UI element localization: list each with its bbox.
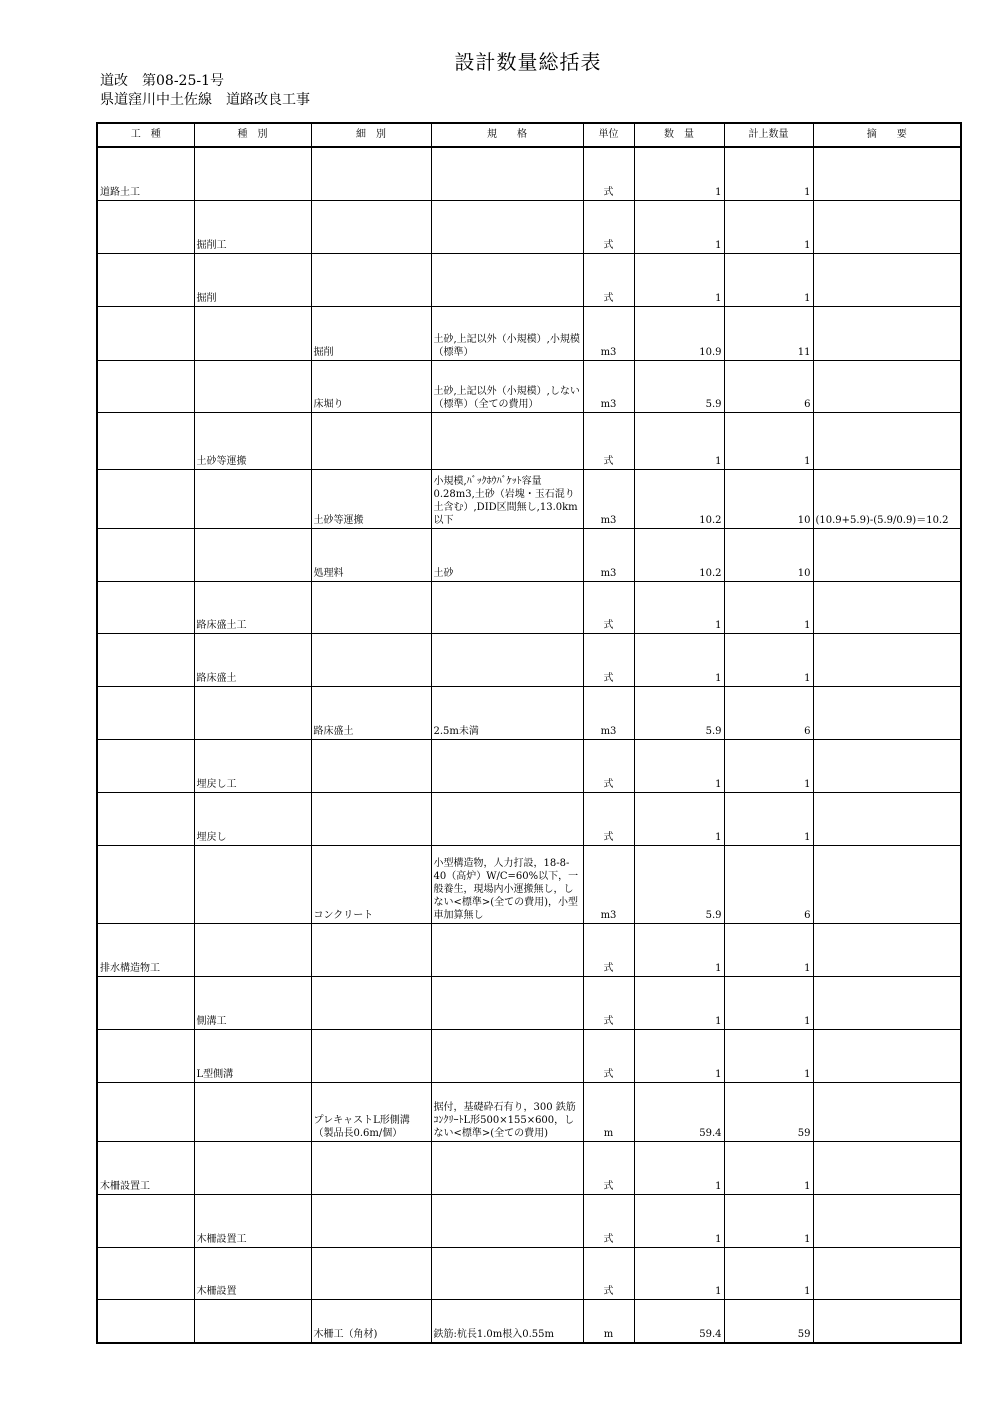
saibetsu-cell — [311, 200, 431, 253]
table-row — [97, 469, 961, 528]
remarks-cell — [813, 1194, 961, 1247]
saibetsu-cell: 木柵工（角材) — [311, 1299, 431, 1343]
koshu-cell — [97, 792, 194, 845]
booked-quantity-cell: 1 — [724, 200, 813, 253]
quantity-cell: 1 — [634, 581, 724, 633]
shubetsu-cell: 路床盛土 — [194, 633, 311, 686]
shubetsu-cell: 木柵設置 — [194, 1247, 311, 1299]
unit-cell: m3 — [583, 360, 634, 412]
document-number: 道改 第08-25-1号 — [100, 73, 224, 89]
header-saibetsu: 細 別 — [311, 123, 431, 147]
koshu-cell — [97, 633, 194, 686]
quantity-cell: 1 — [634, 923, 724, 976]
shubetsu-cell: 掘削工 — [194, 200, 311, 253]
kikaku-cell — [431, 147, 583, 200]
koshu-cell — [97, 845, 194, 923]
koshu-cell: 道路土工 — [97, 147, 194, 200]
saibetsu-cell — [311, 923, 431, 976]
remarks-cell — [813, 633, 961, 686]
shubetsu-cell: L型側溝 — [194, 1029, 311, 1082]
header-koshu: 工 種 — [97, 123, 194, 147]
kikaku-cell — [431, 253, 583, 306]
table-row — [97, 306, 961, 360]
unit-cell: 式 — [583, 1194, 634, 1247]
koshu-cell — [97, 1299, 194, 1343]
saibetsu-cell — [311, 412, 431, 469]
shubetsu-cell — [194, 686, 311, 739]
page-title: 設計数量総括表 — [454, 50, 602, 74]
table-row — [97, 412, 961, 469]
quantity-cell: 1 — [634, 147, 724, 200]
koshu-cell — [97, 1029, 194, 1082]
unit-cell: 式 — [583, 739, 634, 792]
kikaku-cell — [431, 1141, 583, 1194]
booked-quantity-cell: 1 — [724, 792, 813, 845]
header-quantity: 数 量 — [634, 123, 724, 147]
kikaku-cell — [431, 412, 583, 469]
shubetsu-cell — [194, 1082, 311, 1141]
remarks-cell — [813, 792, 961, 845]
saibetsu-cell — [311, 1141, 431, 1194]
remarks-cell — [813, 147, 961, 200]
booked-quantity-cell: 10 — [724, 469, 813, 528]
kikaku-cell — [431, 976, 583, 1029]
kikaku-cell — [431, 1029, 583, 1082]
koshu-cell — [97, 253, 194, 306]
remarks-cell — [813, 412, 961, 469]
quantity-cell: 1 — [634, 739, 724, 792]
unit-cell: m3 — [583, 469, 634, 528]
header-row — [97, 123, 961, 147]
booked-quantity-cell: 1 — [724, 1194, 813, 1247]
unit-cell: 式 — [583, 1247, 634, 1299]
kikaku-cell: 土砂,上記以外（小規模）,小規模（標準） — [431, 306, 583, 360]
booked-quantity-cell: 1 — [724, 633, 813, 686]
booked-quantity-cell: 6 — [724, 845, 813, 923]
booked-quantity-cell: 1 — [724, 412, 813, 469]
unit-cell: 式 — [583, 923, 634, 976]
shubetsu-cell — [194, 469, 311, 528]
shubetsu-cell — [194, 1141, 311, 1194]
table-row — [97, 1141, 961, 1194]
remarks-cell — [813, 686, 961, 739]
saibetsu-cell: 床堀り — [311, 360, 431, 412]
koshu-cell — [97, 581, 194, 633]
table-row — [97, 686, 961, 739]
remarks-cell — [813, 976, 961, 1029]
quantity-cell: 1 — [634, 1247, 724, 1299]
kikaku-cell — [431, 1194, 583, 1247]
table-row — [97, 792, 961, 845]
unit-cell: 式 — [583, 147, 634, 200]
quantity-cell: 5.9 — [634, 686, 724, 739]
quantity-cell: 10.9 — [634, 306, 724, 360]
booked-quantity-cell: 1 — [724, 739, 813, 792]
quantity-cell: 1 — [634, 412, 724, 469]
remarks-cell — [813, 1299, 961, 1343]
header-booked-quantity: 計上数量 — [724, 123, 813, 147]
saibetsu-cell: コンクリート — [311, 845, 431, 923]
table-row — [97, 1247, 961, 1299]
table-row — [97, 1194, 961, 1247]
unit-cell: m3 — [583, 528, 634, 581]
koshu-cell: 排水構造物工 — [97, 923, 194, 976]
table-row — [97, 147, 961, 200]
booked-quantity-cell: 11 — [724, 306, 813, 360]
table-row — [97, 200, 961, 253]
shubetsu-cell — [194, 360, 311, 412]
koshu-cell — [97, 1194, 194, 1247]
quantity-cell: 1 — [634, 633, 724, 686]
quantity-cell: 1 — [634, 1141, 724, 1194]
unit-cell: m3 — [583, 845, 634, 923]
kikaku-cell — [431, 200, 583, 253]
kikaku-cell — [431, 1247, 583, 1299]
saibetsu-cell — [311, 1194, 431, 1247]
kikaku-cell: 土砂 — [431, 528, 583, 581]
shubetsu-cell: 埋戻し工 — [194, 739, 311, 792]
remarks-cell — [813, 581, 961, 633]
table-row — [97, 1299, 961, 1343]
unit-cell: m — [583, 1082, 634, 1141]
booked-quantity-cell: 1 — [724, 147, 813, 200]
booked-quantity-cell: 1 — [724, 1247, 813, 1299]
shubetsu-cell: 土砂等運搬 — [194, 412, 311, 469]
shubetsu-cell — [194, 306, 311, 360]
saibetsu-cell — [311, 253, 431, 306]
saibetsu-cell: 路床盛土 — [311, 686, 431, 739]
remarks-cell — [813, 1029, 961, 1082]
table-row — [97, 581, 961, 633]
saibetsu-cell — [311, 581, 431, 633]
saibetsu-cell — [311, 792, 431, 845]
koshu-cell — [97, 306, 194, 360]
saibetsu-cell — [311, 976, 431, 1029]
kikaku-cell — [431, 633, 583, 686]
remarks-cell — [813, 1247, 961, 1299]
remarks-cell: (10.9+5.9)-(5.9/0.9)＝10.2 — [813, 469, 961, 528]
table-row — [97, 739, 961, 792]
booked-quantity-cell: 6 — [724, 686, 813, 739]
koshu-cell — [97, 1082, 194, 1141]
quantity-cell: 5.9 — [634, 360, 724, 412]
quantity-summary-table — [96, 122, 962, 1344]
remarks-cell — [813, 1082, 961, 1141]
saibetsu-cell — [311, 1247, 431, 1299]
shubetsu-cell — [194, 923, 311, 976]
quantity-cell: 1 — [634, 253, 724, 306]
shubetsu-cell: 埋戻し — [194, 792, 311, 845]
shubetsu-cell: 木柵設置工 — [194, 1194, 311, 1247]
booked-quantity-cell: 1 — [724, 976, 813, 1029]
table-row — [97, 1029, 961, 1082]
kikaku-cell — [431, 739, 583, 792]
shubetsu-cell — [194, 147, 311, 200]
koshu-cell — [97, 528, 194, 581]
saibetsu-cell — [311, 739, 431, 792]
saibetsu-cell: 土砂等運搬 — [311, 469, 431, 528]
booked-quantity-cell: 1 — [724, 581, 813, 633]
koshu-cell — [97, 360, 194, 412]
booked-quantity-cell: 1 — [724, 1141, 813, 1194]
remarks-cell — [813, 845, 961, 923]
quantity-cell: 59.4 — [634, 1299, 724, 1343]
header-remarks: 摘 要 — [813, 123, 961, 147]
quantity-cell: 1 — [634, 792, 724, 845]
unit-cell: 式 — [583, 200, 634, 253]
table-row — [97, 528, 961, 581]
header-shubetsu: 種 別 — [194, 123, 311, 147]
kikaku-cell — [431, 792, 583, 845]
saibetsu-cell — [311, 1029, 431, 1082]
booked-quantity-cell: 1 — [724, 1029, 813, 1082]
shubetsu-cell — [194, 1299, 311, 1343]
table-row — [97, 923, 961, 976]
table-row — [97, 1082, 961, 1141]
remarks-cell — [813, 1141, 961, 1194]
remarks-cell — [813, 739, 961, 792]
header-kikaku: 規 格 — [431, 123, 583, 147]
kikaku-cell: 据付，基礎砕石有り，300 鉄筋ｺﾝｸﾘｰﾄL形500×155×600，しない<標準>(全ての費用) — [431, 1082, 583, 1141]
table-row — [97, 845, 961, 923]
koshu-cell: 木柵設置工 — [97, 1141, 194, 1194]
unit-cell: 式 — [583, 412, 634, 469]
shubetsu-cell: 掘削 — [194, 253, 311, 306]
remarks-cell — [813, 253, 961, 306]
kikaku-cell — [431, 923, 583, 976]
quantity-cell: 10.2 — [634, 469, 724, 528]
booked-quantity-cell: 6 — [724, 360, 813, 412]
quantity-cell: 10.2 — [634, 528, 724, 581]
koshu-cell — [97, 412, 194, 469]
shubetsu-cell: 側溝工 — [194, 976, 311, 1029]
unit-cell: m3 — [583, 686, 634, 739]
unit-cell: 式 — [583, 633, 634, 686]
table-row — [97, 633, 961, 686]
project-name: 県道窪川中土佐線 道路改良工事 — [100, 92, 310, 108]
koshu-cell — [97, 976, 194, 1029]
remarks-cell — [813, 528, 961, 581]
quantity-cell: 1 — [634, 200, 724, 253]
remarks-cell — [813, 360, 961, 412]
booked-quantity-cell: 1 — [724, 923, 813, 976]
booked-quantity-cell: 10 — [724, 528, 813, 581]
saibetsu-cell — [311, 633, 431, 686]
quantity-cell: 1 — [634, 1194, 724, 1247]
kikaku-cell: 2.5m未満 — [431, 686, 583, 739]
quantity-cell: 5.9 — [634, 845, 724, 923]
booked-quantity-cell: 59 — [724, 1082, 813, 1141]
table-row — [97, 253, 961, 306]
shubetsu-cell — [194, 528, 311, 581]
koshu-cell — [97, 686, 194, 739]
koshu-cell — [97, 1247, 194, 1299]
kikaku-cell: 鉄筋:杭長1.0m根入0.55m — [431, 1299, 583, 1343]
unit-cell: 式 — [583, 253, 634, 306]
kikaku-cell: 小型構造物，人力打設，18-8-40（高炉）W/C=60%以下，一般養生，現場内小運搬無し，しない<標準>(全ての費用)，小型車加算無し — [431, 845, 583, 923]
table-row — [97, 976, 961, 1029]
koshu-cell — [97, 469, 194, 528]
header-unit: 単位 — [583, 123, 634, 147]
saibetsu-cell: 処理料 — [311, 528, 431, 581]
remarks-cell — [813, 306, 961, 360]
unit-cell: 式 — [583, 1141, 634, 1194]
unit-cell: m — [583, 1299, 634, 1343]
unit-cell: 式 — [583, 792, 634, 845]
quantity-cell: 1 — [634, 1029, 724, 1082]
booked-quantity-cell: 59 — [724, 1299, 813, 1343]
koshu-cell — [97, 739, 194, 792]
remarks-cell — [813, 923, 961, 976]
shubetsu-cell: 路床盛土工 — [194, 581, 311, 633]
remarks-cell — [813, 200, 961, 253]
saibetsu-cell — [311, 147, 431, 200]
koshu-cell — [97, 200, 194, 253]
kikaku-cell — [431, 581, 583, 633]
kikaku-cell: 小規模,ﾊﾞｯｸﾎｳﾊﾞｹｯﾄ容量0.28m3,土砂（岩塊・玉石混り土含む）,DID区間無し,13.0km以下 — [431, 469, 583, 528]
kikaku-cell: 土砂,上記以外（小規模）,しない（標準）（全ての費用） — [431, 360, 583, 412]
saibetsu-cell: 掘削 — [311, 306, 431, 360]
saibetsu-cell: プレキャストL形側溝（製品長0.6m/個） — [311, 1082, 431, 1141]
shubetsu-cell — [194, 845, 311, 923]
booked-quantity-cell: 1 — [724, 253, 813, 306]
quantity-cell: 59.4 — [634, 1082, 724, 1141]
quantity-cell: 1 — [634, 976, 724, 1029]
unit-cell: m3 — [583, 306, 634, 360]
unit-cell: 式 — [583, 1029, 634, 1082]
table-row — [97, 360, 961, 412]
unit-cell: 式 — [583, 581, 634, 633]
unit-cell: 式 — [583, 976, 634, 1029]
